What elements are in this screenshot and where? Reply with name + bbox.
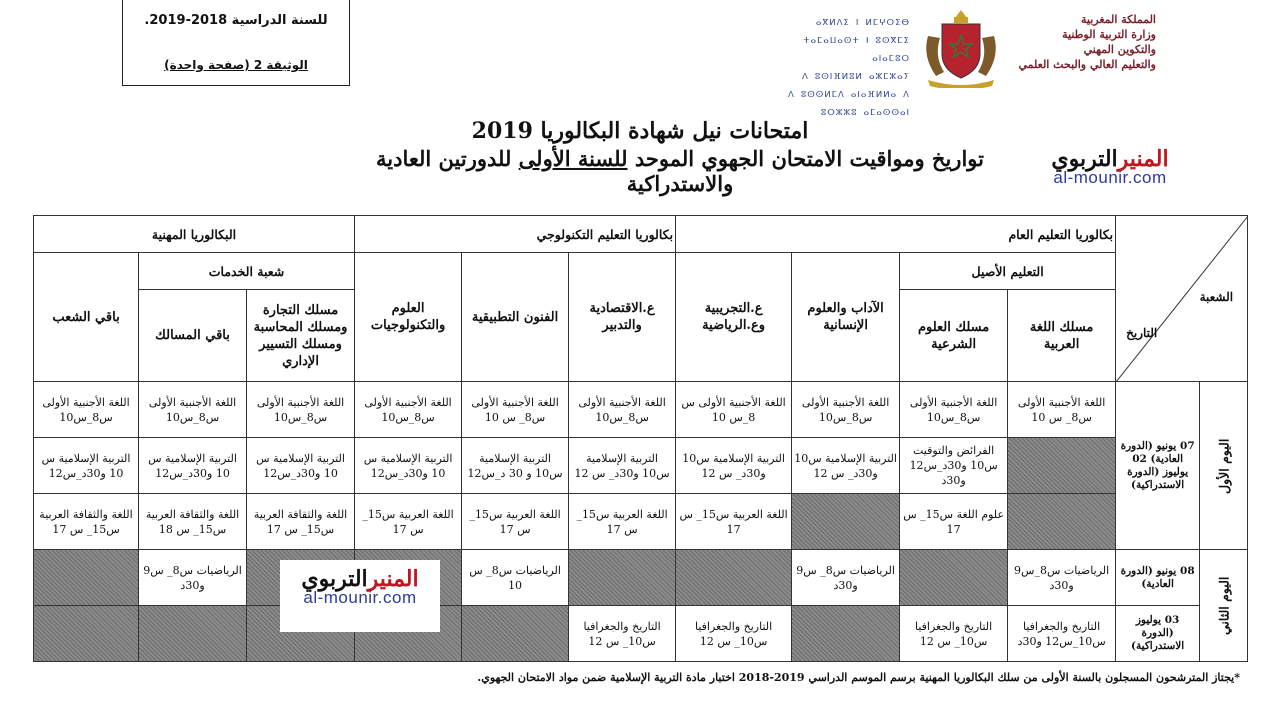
logo-latin: al-mounir.com xyxy=(303,588,417,607)
column-header: مسلك اللغة العربية xyxy=(1008,290,1116,382)
exam-cell: اللغة العربية س15_ س 17 xyxy=(462,494,569,550)
exam-cell: علوم اللغة س15_ س 17 xyxy=(900,494,1008,550)
page-subtitle xyxy=(320,146,1040,196)
exam-cell: اللغة الأجنبية الأولى س8_س10 xyxy=(355,382,462,438)
exam-cell: اللغة الأجنبية الأولى س8_س10 xyxy=(569,382,676,438)
exam-cell: اللغة الأجنبية الأولى س8_س10 xyxy=(900,382,1008,438)
column-header: باقي المسالك xyxy=(139,290,247,382)
shaded-cell xyxy=(900,550,1008,606)
day-date: 07 يونيو (الدورة العادية) 02 يوليوز (الدورة الاستدراكية) xyxy=(1116,382,1200,550)
subtitle-underlined: للسنة الأولى xyxy=(518,146,628,171)
ministry-line: وزارة التربية الوطنية xyxy=(1062,28,1156,41)
subtitle-part: تواريخ ومواقيت الامتحان الجهوي الموحد xyxy=(627,146,984,171)
corner-label-date: التاريخ xyxy=(1126,326,1158,340)
table-corner-cell xyxy=(1116,216,1248,382)
logo-word-red: المنير xyxy=(1117,146,1169,172)
school-year-text: للسنة الدراسية 2018-2019. xyxy=(144,13,328,28)
exam-cell: التربية الإسلامية س10 و30د_ س 12 xyxy=(569,438,676,494)
exam-cell: اللغة الأجنبية الأولى س8_س10 xyxy=(139,382,247,438)
logo-word-red: المنير xyxy=(367,566,419,592)
exam-cell: اللغة العربية س15_ س 17 xyxy=(355,494,462,550)
footnote: *يجتاز المترشحون المسجلون بالسنة الأولى من سلك البكالوريا المهنية برسم الموسم الدراسي 2019-2018 اختبار مادة التربية الإسلامية ضمن مواد الامتحان الجهوي. xyxy=(477,671,1240,684)
document-number-text: الوثيقة 2 (صفحة واحدة) xyxy=(164,58,308,72)
exam-cell: التربية الإسلامية س10 و 30 د_س12 xyxy=(462,438,569,494)
logo-word-black: التربوي xyxy=(1051,146,1118,172)
shaded-cell xyxy=(1008,438,1116,494)
column-header: ع.التجريبية وع.الرياضية xyxy=(676,253,792,382)
shaded-cell xyxy=(792,494,900,550)
exam-cell: التربية الإسلامية س 10 و30د_س12 xyxy=(139,438,247,494)
exam-cell: التربية الإسلامية س 10 و30د_س12 xyxy=(247,438,355,494)
shaded-cell xyxy=(34,550,139,606)
day-date: 03 يوليوز (الدورة الاستدراكية) xyxy=(1116,606,1200,662)
exam-cell: التربية الإسلامية س10 و30د_ س 12 xyxy=(792,438,900,494)
shaded-cell xyxy=(792,606,900,662)
column-header: الفنون التطبيقية xyxy=(462,253,569,382)
shaded-cell xyxy=(569,550,676,606)
shaded-cell xyxy=(676,550,792,606)
exam-cell: الرياضيات س8_ س9 و30د xyxy=(792,550,900,606)
group-header-technological: بكالوريا التعليم التكنولوجي xyxy=(355,216,676,253)
shaded-cell xyxy=(462,606,569,662)
ministry-line: والتكوين المهني xyxy=(1083,43,1156,56)
column-header: العلوم والتكنولوجيات xyxy=(355,253,462,382)
exam-cell: التربية الإسلامية س 10 و30د_س12 xyxy=(34,438,139,494)
subgroup-header-original: التعليم الأصيل xyxy=(900,253,1116,290)
exam-cell: اللغة العربية س15_ س 17 xyxy=(676,494,792,550)
day-label: اليوم الثاني xyxy=(1200,550,1248,662)
exam-cell: اللغة والثقافة العربية س15_ س 17 xyxy=(34,494,139,550)
exam-cell: التاريخ والجغرافيا س10_ س 12 xyxy=(900,606,1008,662)
exam-cell: التربية الإسلامية س10 و30د_ س 12 xyxy=(676,438,792,494)
tifinagh-line: ⵜⴰⵎⴰⵡⴰⵙⵜ ⵏ ⵓⵙⴳⵎⵉ ⴰⵏⴰⵎⵓⵔ xyxy=(803,36,910,64)
exam-cell: التاريخ والجغرافيا س10_س12 و30د xyxy=(1008,606,1116,662)
ministry-line: المملكة المغربية xyxy=(1081,13,1156,26)
subtitle-part: للدورتين العادية والاستدراكية xyxy=(376,146,734,196)
exam-cell: اللغة الأجنبية الأولى س 8_س 10 xyxy=(676,382,792,438)
day-date: 08 يونيو (الدورة العادية) xyxy=(1116,550,1200,606)
column-header: مسلك العلوم الشرعية xyxy=(900,290,1008,382)
logo-latin: al-mounir.com xyxy=(1053,168,1167,187)
shaded-cell xyxy=(34,606,139,662)
column-header: الآداب والعلوم الإنسانية xyxy=(792,253,900,382)
tifinagh-line: ⴰⴳⵍⴷⵉ ⵏ ⵍⵎⵖⵔⵉⴱ xyxy=(815,18,910,28)
exam-cell: الرياضيات س8_ س9 و30د xyxy=(139,550,247,606)
document-reference-box xyxy=(122,0,350,86)
exam-cell: اللغة العربية س15_ س 17 xyxy=(569,494,676,550)
exam-cell: اللغة الأجنبية الأولى س8_ س 10 xyxy=(462,382,569,438)
coat-of-arms-emblem xyxy=(918,6,1004,88)
shaded-cell xyxy=(139,606,247,662)
column-header: مسلك التجارة ومسلك المحاسبة ومسلك التسيير الإداري xyxy=(247,290,355,382)
exam-cell: اللغة والثقافة العربية س15_ س 17 xyxy=(247,494,355,550)
exam-cell: الرياضيات س8_ س 10 xyxy=(462,550,569,606)
subgroup-header-services: شعبة الخدمات xyxy=(139,253,355,290)
exam-cell: اللغة الأجنبية الأولى س8_س10 xyxy=(247,382,355,438)
column-header: باقي الشعب xyxy=(34,253,139,382)
ministry-line: والتعليم العالي والبحث العلمي xyxy=(1018,58,1156,71)
exam-cell: اللغة الأجنبية الأولى س8_س10 xyxy=(792,382,900,438)
column-header: ع.الاقتصادية والتدبير xyxy=(569,253,676,382)
exam-cell: الفرائض والتوقيت س10 و30د_س12 و30د xyxy=(900,438,1008,494)
shaded-cell xyxy=(1008,494,1116,550)
exam-cell: التاريخ والجغرافيا س10_ س 12 xyxy=(569,606,676,662)
day-label: اليوم الأول xyxy=(1200,382,1248,550)
ministry-arabic xyxy=(1006,12,1156,72)
ministry-tifinagh xyxy=(770,14,910,122)
exam-cell: اللغة الأجنبية الأولى س8_س10 xyxy=(34,382,139,438)
exam-cell: التاريخ والجغرافيا س10_ س 12 xyxy=(676,606,792,662)
corner-label-track: الشعبة xyxy=(1199,290,1234,304)
logo-word-black: التربوي xyxy=(301,566,368,592)
exam-cell: الرياضيات س8_س9 و30د xyxy=(1008,550,1116,606)
tifinagh-line: ⴷ ⵓⵙⵏⴼⵍⵓⵍ ⴰⵣⵎⵣⴰⵢ xyxy=(801,72,910,82)
exam-schedule-table xyxy=(33,215,1248,662)
exam-cell: التربية الإسلامية س 10 و30د_س12 xyxy=(355,438,462,494)
tifinagh-line: ⴷ ⵓⵙⵙⵍⵎⴷ ⴰⵏⴰⴼⵍⵍⴰ ⴷ ⵓⵔⵣⵣⵓ ⴰⵎⴰⵙⵙⴰⵏ xyxy=(787,90,910,118)
site-logo xyxy=(1050,146,1170,188)
page-title: امتحانات نيل شهادة البكالوريا 2019 xyxy=(471,118,809,144)
site-logo-watermark xyxy=(280,560,440,632)
exam-cell: اللغة والثقافة العربية س15_ س 18 xyxy=(139,494,247,550)
group-header-vocational: البكالوريا المهنية xyxy=(34,216,355,253)
exam-cell: اللغة الأجنبية الأولى س8_ س 10 xyxy=(1008,382,1116,438)
group-header-general: بكالوريا التعليم العام xyxy=(676,216,1116,253)
